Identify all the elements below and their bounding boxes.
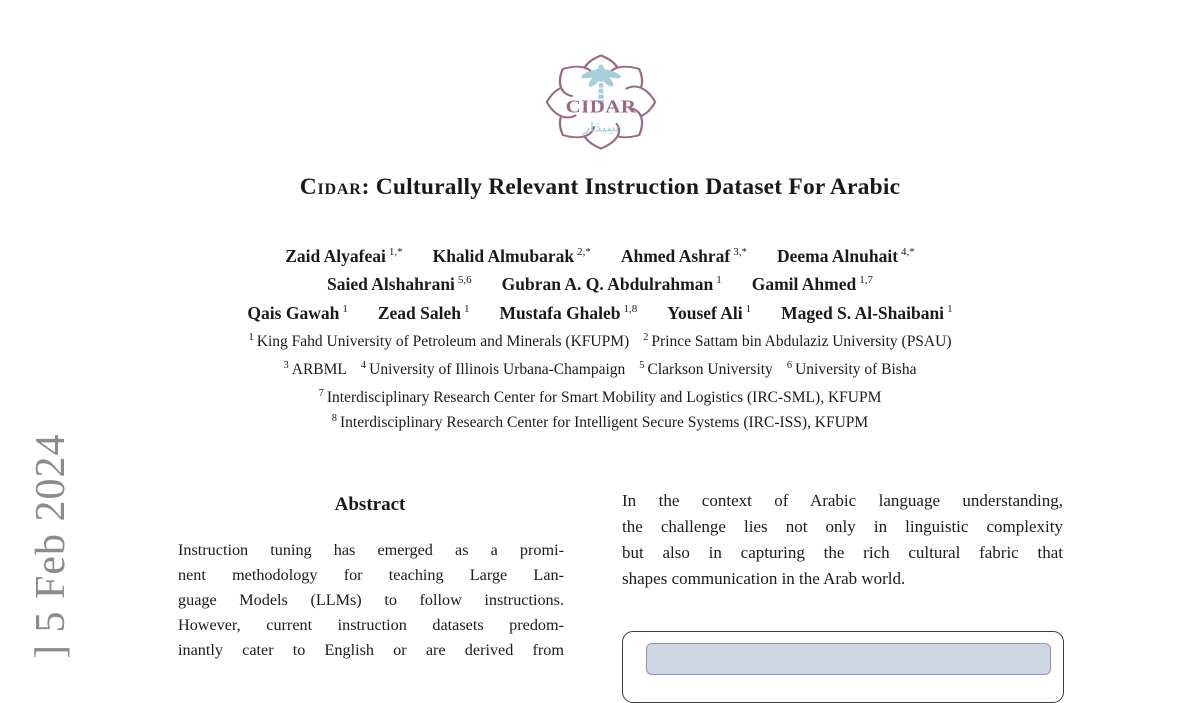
author: [499, 297, 637, 325]
author-affiliation-superscript: 1: [745, 303, 752, 315]
author: [433, 240, 591, 268]
affiliation-number: 1: [248, 332, 254, 343]
affiliation: [643, 327, 951, 353]
author: [285, 240, 402, 268]
author: [247, 297, 347, 325]
affiliation-row: [0, 355, 1200, 381]
author-name: Qais Gawah: [247, 302, 340, 323]
author-name: Maged S. Al-Shaibani: [781, 302, 945, 323]
author: [781, 297, 952, 325]
affiliation: [319, 383, 882, 409]
affiliation-name: Prince Sattam bin Abdulaziz University (PSAU): [651, 333, 952, 351]
affiliation-number: 4: [360, 360, 367, 371]
author-name: Gamil Ahmed: [751, 273, 857, 294]
author-name: Zead Saleh: [377, 302, 461, 323]
cidar-logo-graphic: [544, 53, 658, 151]
introduction-text-line: but also in capturing the rich cultural fabric that: [622, 542, 1063, 562]
abstract-text-line: Instruction tuning has emerged as a promi-: [178, 541, 564, 559]
author-name: Saied Alshahrani: [327, 273, 455, 294]
abstract-text: [178, 538, 564, 663]
author: [777, 240, 915, 268]
abstract-text-line: However, current instruction datasets predom-: [178, 615, 564, 634]
author-row: [0, 268, 1200, 296]
cidar-logo: [544, 53, 658, 151]
affiliation: [787, 355, 917, 381]
author-name: Zaid Alyafeai: [285, 245, 386, 266]
author-affiliation-superscript: 1,8: [623, 303, 638, 315]
author-name: Khalid Almubarak: [432, 245, 575, 266]
author-row: [0, 297, 1200, 325]
logo-wordmark: CIDAR: [565, 97, 637, 118]
affiliation-name: Interdisciplinary Research Center for Smart Mobility and Logistics (IRC-SML), KFUPM: [326, 389, 882, 407]
author-affiliation-superscript: 3,*: [733, 246, 747, 258]
introduction-text-line: shapes communication in the Arab world.: [622, 568, 906, 588]
affiliation-name: Clarkson University: [647, 361, 773, 379]
author-affiliation-superscript: 1,*: [388, 246, 403, 258]
author: [502, 268, 722, 296]
author-name: Gubran A. Q. Abdulrahman: [501, 273, 714, 294]
author-affiliation-superscript: 2,*: [577, 246, 591, 258]
abstract-text-line: nent methodology for teaching Large Lan-: [178, 565, 564, 584]
author-affiliation-superscript: 1: [947, 303, 953, 315]
affiliation: [361, 355, 625, 381]
author-affiliation-superscript: 5,6: [457, 274, 472, 286]
affiliation-name: Interdisciplinary Research Center for Intelligent Secure Systems (IRC-ISS), KFUPM: [340, 414, 869, 432]
author-affiliation-superscript: 4,*: [901, 246, 915, 258]
affiliation: [332, 408, 868, 434]
paper-title: [0, 174, 1200, 201]
affiliation-name: University of Illinois Urbana-Champaign: [369, 361, 626, 379]
paper-title-rest: : Culturally Relevant Instruction Dataset For Arabic: [361, 174, 901, 200]
affiliation-row: [0, 383, 1200, 409]
affiliation-name: ARBML: [291, 361, 347, 379]
affiliation: [249, 327, 630, 353]
affiliation-number: 8: [331, 413, 338, 424]
affiliation-number: 3: [283, 360, 289, 371]
author-name: Mustafa Ghaleb: [499, 302, 621, 323]
author: [667, 297, 751, 325]
author: [327, 268, 472, 296]
author-row: [0, 240, 1200, 268]
author-affiliation-superscript: 1: [342, 303, 348, 315]
author: [378, 297, 470, 325]
affiliation-number: 2: [643, 332, 649, 343]
affiliation-name: King Fahd University of Petroleum and Minerals (KFUPM): [256, 333, 630, 351]
author: [621, 240, 747, 268]
affiliation: [639, 355, 773, 381]
affiliation: [284, 355, 347, 381]
author-name: Yousef Ali: [667, 302, 743, 323]
abstract-text-line: inantly cater to English or are derived from: [178, 640, 564, 659]
affiliation-row: [0, 327, 1200, 353]
introduction-text: [622, 488, 1063, 592]
figure-inner-bar: [646, 643, 1051, 675]
author-name: Ahmed Ashraf: [620, 245, 731, 266]
affiliation-number: 5: [639, 360, 645, 371]
affiliation-number: 7: [318, 388, 324, 399]
affiliation-name: University of Bisha: [795, 361, 917, 379]
author-name: Deema Alnuhait: [776, 245, 899, 266]
logo-arabic-text: سِيدَار: [582, 120, 620, 136]
author-affiliation-superscript: 1: [716, 274, 722, 286]
introduction-text-line: In the context of Arabic language understanding,: [622, 491, 1063, 510]
affiliation-number: 6: [786, 360, 793, 371]
introduction-text-line: the challenge lies not only in linguistic complexity: [622, 516, 1063, 536]
paper-title-acronym: Cidar: [299, 174, 362, 200]
affiliation-row: [0, 408, 1200, 434]
author-affiliation-superscript: 1: [463, 303, 470, 315]
author: [752, 268, 873, 296]
abstract-heading: Abstract: [334, 494, 406, 515]
arxiv-date-stamp: ] 5 Feb 2024: [28, 433, 74, 659]
author-affiliation-superscript: 1,7: [859, 274, 873, 286]
abstract-text-line: guage Models (LLMs) to follow instructions.: [178, 590, 564, 609]
figure-frame: [622, 631, 1064, 703]
